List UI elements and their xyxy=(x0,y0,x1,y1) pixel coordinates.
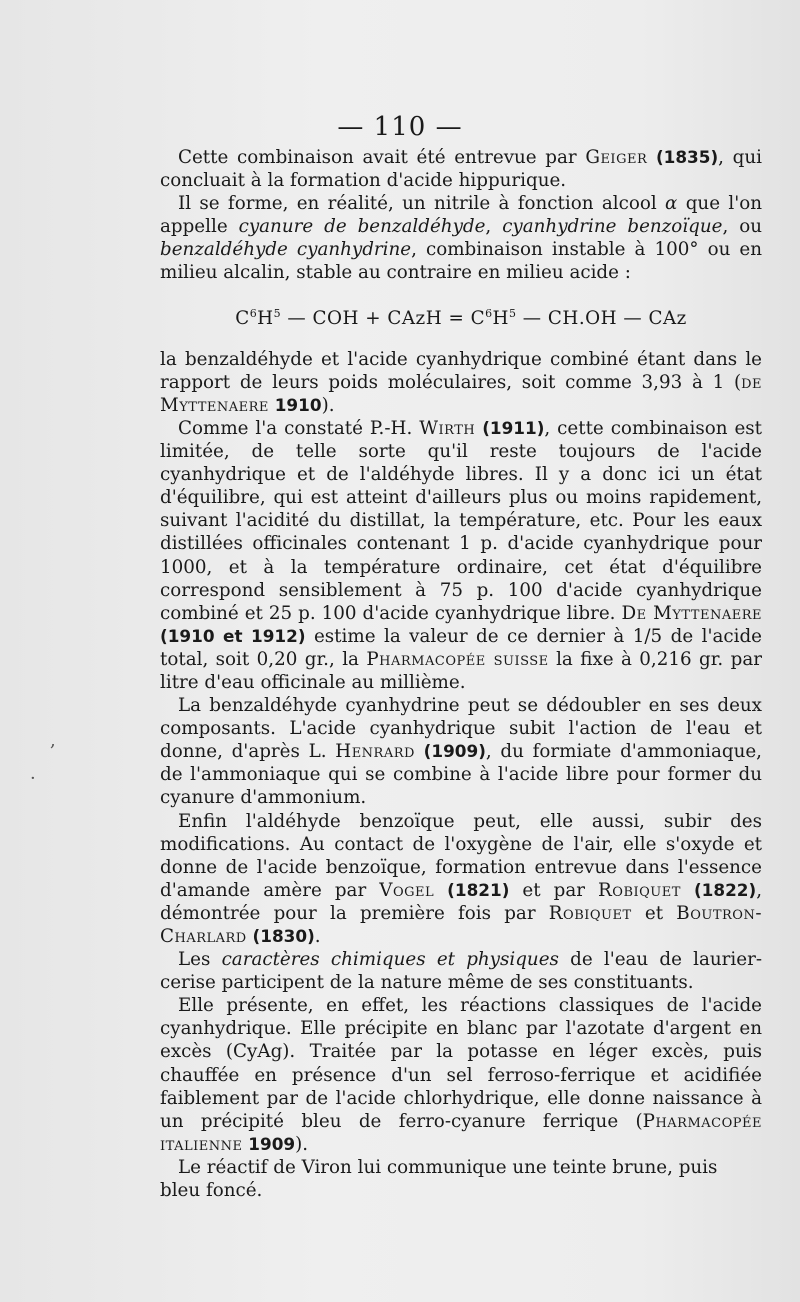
compound-name: cyanure de benzaldéhyde xyxy=(238,216,486,238)
compound-name: benzaldéhyde cyanhydrine xyxy=(160,239,412,261)
paragraph-8: Elle présente, en effet, les réactions classiques de l'acide cyanhydrique. Elle précipite en blanc par l'azotate d'argent en excès (CyAg). Traitée par la potasse en léger excès, puis chauffée en présence d'un sel ferroso-ferrique et acidifiée faiblement par de l'acide chlorhydrique, elle donne naissance à un précipité bleu de ferro-cyanure ferrique (Pharmacopée italienne 1909). xyxy=(160,995,762,1155)
citation-year: (1910 et 1912) xyxy=(160,625,306,646)
alpha-symbol: α xyxy=(665,193,678,215)
author-name: Vogel xyxy=(379,879,435,901)
chemical-formula: $C^6H^5$ — COH + CAzH = $C^6H^5$ — CH.OH — CAz xyxy=(235,306,687,329)
author-name: Wirth xyxy=(419,417,476,439)
author-name: Boutron-Charlard xyxy=(160,902,762,947)
section-topic: caractères chimiques et physiques xyxy=(221,949,559,971)
paragraph-6: Enfin l'aldéhyde benzoïque peut, elle aussi, subir des modifications. Au contact de l'oxygène de l'air, elle s'oxyde et donne de l'acide benzoïque, formation entrevue dans l'essence d'amande amère par Vogel (1821) et par Robiquet (1822), démontrée pour la première fois par Robiquet et Boutron-Charlard (1830). xyxy=(160,810,762,947)
author-name: Robiquet xyxy=(548,902,632,924)
body-text xyxy=(160,146,762,1202)
citation-year: (1822) xyxy=(693,879,757,900)
citation-year: (1821) xyxy=(447,879,510,900)
compound-name: cyanhydrine benzoïque xyxy=(502,216,723,238)
paragraph-5: La benzaldéhyde cyanhydrine peut se dédoubler en ses deux composants. L'acide cyanhydrique subit l'action de l'eau et donne, d'après L. Henrard (1909), du formiate d'ammoniaque, de l'ammoniaque qui se combine à l'acide libre pour former du cyanure d'ammonium. xyxy=(160,695,762,809)
pharmacopoeia-ref: Pharmacopée suisse xyxy=(366,648,549,670)
page-number: — 110 — xyxy=(337,112,463,142)
citation-year: 1909 xyxy=(248,1133,296,1154)
margin-mark: , xyxy=(50,730,56,751)
paragraph-7: Les caractères chimiques et physiques de l'eau de laurier-cerise participent de la nature même de ses constituants. xyxy=(160,949,762,994)
paragraph-4: Comme l'a constaté P.-H. Wirth (1911), cette combinaison est limitée, de telle sorte qu'il reste toujours de l'acide cyanhydrique et de l'aldéhyde libres. Il y a donc ici un état d'équilibre, qui est atteint d'ailleurs plus ou moins rapidement, suivant l'acidité du distillat, la température, etc. Pour les eaux distillées officinales contenant 1 p. d'acide cyanhydrique pour 1000, et à la température ordinaire, cet état d'équilibre correspond sensiblement à 75 p. 100 d'acide cyanhydrique combiné et 25 p. 100 d'acide cyanhydrique libre. De Myttenaere (1910 et 1912) estime la valeur de ce dernier à 1/5 de l'acide total, soit 0,20 gr., la Pharmacopée suisse la fixe à 0,216 gr. par litre d'eau officinale au millième. xyxy=(160,417,763,693)
author-name: Geiger xyxy=(585,147,648,168)
citation-year: 1910 xyxy=(274,394,322,415)
author-name: Robiquet xyxy=(598,879,681,901)
citation-year: (1830) xyxy=(252,926,315,946)
author-name: Henrard xyxy=(335,741,415,763)
paragraph-1: Cette combinaison avait été entrevue par Geiger (1835), qui concluait à la formation d'acide hippurique. xyxy=(160,147,762,192)
citation-year: (1911) xyxy=(482,417,545,438)
author-name: De Myttenaere xyxy=(621,602,762,624)
margin-mark: · xyxy=(30,768,36,789)
citation-year: (1835) xyxy=(655,147,719,167)
author-name: de Myttenaere xyxy=(160,371,762,416)
citation-year: (1909) xyxy=(423,741,486,762)
paragraph-2: Il se forme, en réalité, un nitrile à fonction alcool α que l'on appelle cyanure de benzaldéhyde, cyanhydrine benzoïque, ou benzaldéhyde cyanhydrine, combinaison instable à 100° ou en milieu alcalin, stable au contraire en milieu acide : xyxy=(160,193,762,284)
paragraph-9: Le réactif de Viron lui communique une teinte brune, puis bleu foncé. xyxy=(160,1156,718,1202)
paragraph-3: la benzaldéhyde et l'acide cyanhydrique combiné étant dans le rapport de leurs poids moléculaires, soit comme 3,93 à 1 (de Myttenaere 1910). xyxy=(160,348,762,416)
pharmacopoeia-ref: Pharmacopée italienne xyxy=(160,1110,762,1155)
